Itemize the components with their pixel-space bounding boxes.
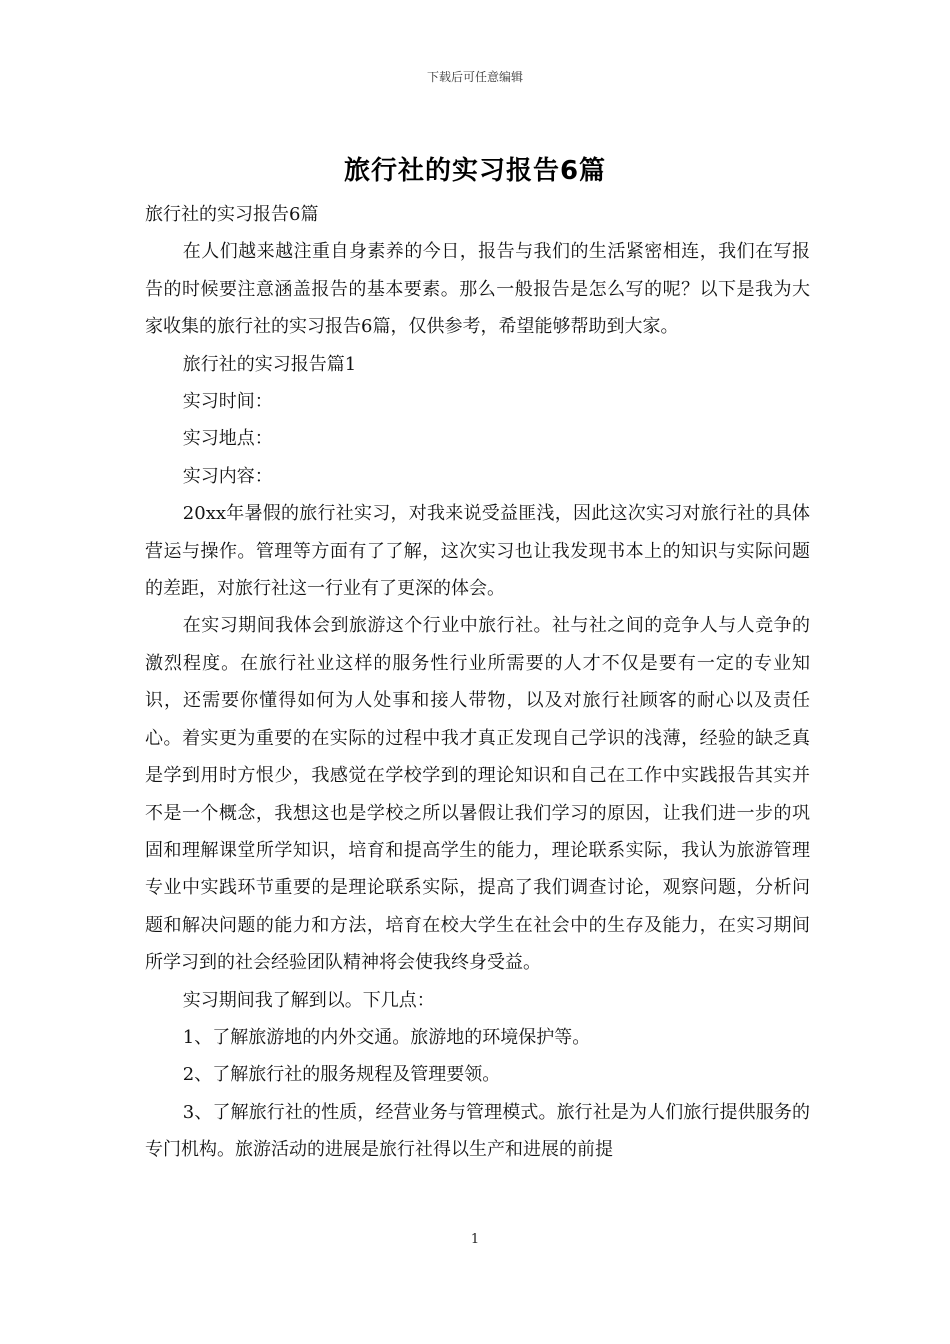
document-body	[145, 196, 810, 1169]
body-paragraph: 在实习期间我体会到旅游这个行业中旅行社。社与社之间的竞争人与人竞争的激烈程度。在旅行社业这样的服务性行业所需要的人才不仅是要有一定的专业知识，还需要你懂得如何为人处事和接人带物，以及对旅行社顾客的耐心以及责任心。着实更为重要的在实际的过程中我才真正发现自己学识的浅薄，经验的缺乏真是学到用时方恨少，我感觉在学校学到的理论知识和自己在工作中实践报告其实并不是一个概念，我想这也是学校之所以暑假让我们学习的原因，让我们进一步的巩固和理解课堂所学知识，培育和提高学生的能力，理论联系实际，我认为旅游管理专业中实践环节重要的是理论联系实际，提高了我们调查讨论，观察问题，分析问题和解决问题的能力和方法，培育在校大学生在社会中的生存及能力，在实习期间所学习到的社会经验团队精神将会使我终身受益。	[145, 615, 810, 974]
internship-time: 实习时间：	[182, 391, 273, 413]
body-paragraph: 20xx年暑假的旅行社实习，对我来说受益匪浅，因此这次实习对旅行社的具体营运与操作。管理等方面有了了解，这次实习也让我发现书本上的知识与实际问题的差距，对旅行社这一行业有了更深的体会。	[145, 503, 810, 600]
header-note: 下载后可任意编辑	[426, 70, 523, 84]
section-heading: 旅行社的实习报告篇1	[182, 353, 357, 375]
intro-paragraph: 在人们越来越注重自身素养的今日，报告与我们的生活紧密相连，我们在写报告的时候要注意涵盖报告的基本要素。那么一般报告是怎么写的呢？以下是我为大家收集的旅行社的实习报告6篇，仅供参考，希望能够帮助到大家。	[145, 241, 810, 338]
list-intro: 实习期间我了解到以。下几点：	[182, 989, 435, 1011]
list-item: 2、了解旅行社的服务规程及管理要领。	[182, 1064, 501, 1086]
subtitle-paragraph: 旅行社的实习报告6篇	[145, 204, 319, 225]
document-title: 旅行社的实习报告6篇	[343, 156, 607, 186]
internship-content: 实习内容：	[182, 465, 273, 487]
page-number: 1	[470, 1232, 480, 1247]
internship-location: 实习地点：	[182, 428, 273, 450]
list-item: 1、了解旅游地的内外交通。旅游地的环境保护等。	[182, 1026, 591, 1048]
list-item: 3、了解旅行社的性质，经营业务与管理模式。旅行社是为人们旅行提供服务的专门机构。旅游活动的进展是旅行社得以生产和进展的前提	[145, 1101, 810, 1161]
